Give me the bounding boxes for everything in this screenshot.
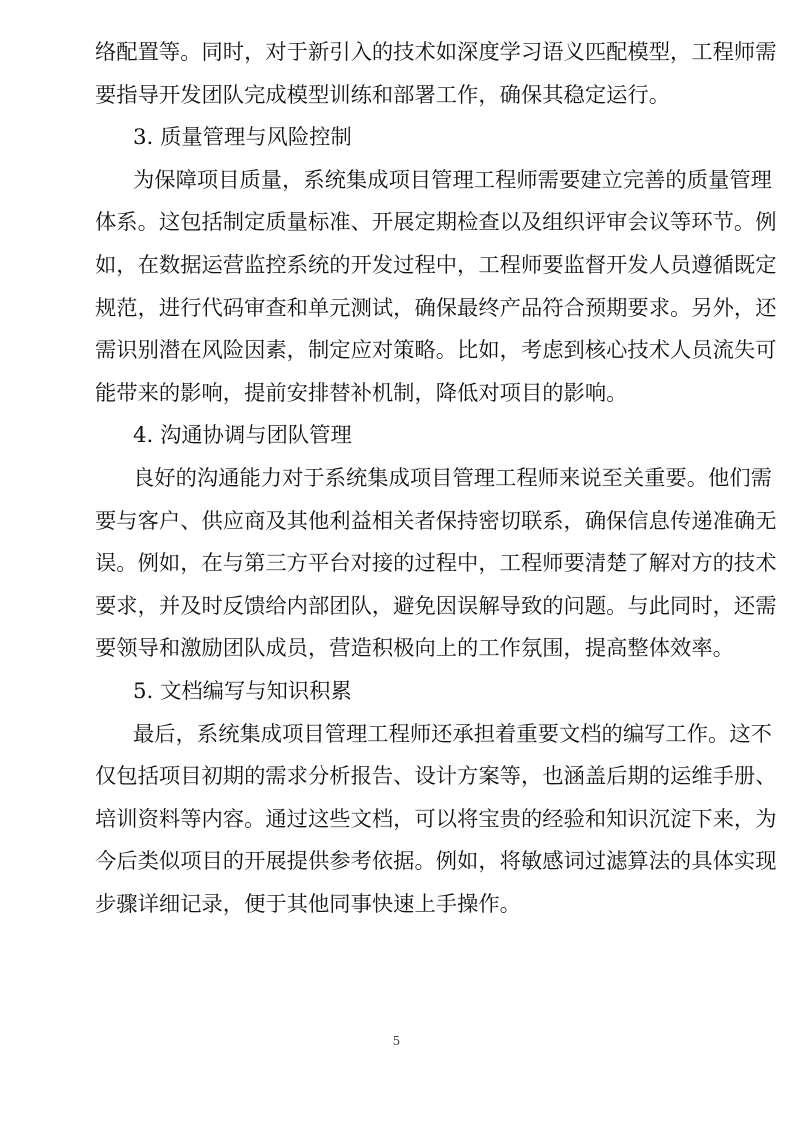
text-line: 需识别潜在风险因素，制定应对策略。比如，考虑到核心技术人员流失可 — [95, 338, 777, 364]
section-heading-quality-risk: 3. 质量管理与风险控制 — [133, 125, 352, 151]
document-page — [95, 32, 777, 926]
page-number: 5 — [392, 1034, 401, 1048]
text-line: 培训资料等内容。通过这些文档，可以将宝贵的经验和知识沉淀下来，为 — [95, 806, 777, 832]
text-line: 规范，进行代码审查和单元测试，确保最终产品符合预期要求。另外，还 — [95, 295, 777, 321]
text-line: 络配置等。同时，对于新引入的技术如深度学习语义匹配模型，工程师需 — [95, 40, 777, 65]
text-line: 为保障项目质量，系统集成项目管理工程师需要建立完善的质量管理 — [133, 167, 772, 193]
text-line: 要求，并及时反馈给内部团队，避免因误解导致的问题。与此同时，还需 — [95, 593, 777, 619]
text-line: 最后，系统集成项目管理工程师还承担着重要文档的编写工作。这不 — [133, 721, 772, 747]
section-heading-documentation: 5. 文档编写与知识积累 — [133, 678, 352, 704]
text-line: 要与客户、供应商及其他利益相关者保持密切联系，确保信息传递准确无 — [95, 508, 777, 534]
text-line: 仅包括项目初期的需求分析报告、设计方案等，也涵盖后期的运维手册、 — [95, 764, 777, 790]
paragraph-communication — [95, 458, 777, 671]
text-line: 体系。这包括制定质量标准、开展定期检查以及组织评审会议等环节。例 — [95, 210, 777, 236]
text-line: 能带来的影响，提前安排替补机制，降低对项目的影响。 — [95, 380, 628, 406]
text-line: 要指导开发团队完成模型训练和部署工作，确保其稳定运行。 — [95, 82, 671, 108]
text-line: 如，在数据运营监控系统的开发过程中，工程师要监督开发人员遵循既定 — [95, 252, 777, 278]
text-line: 今后类似项目的开展提供参考依据。例如，将敏感词过滤算法的具体实现 — [95, 849, 777, 875]
section-heading-communication-team: 4. 沟通协调与团队管理 — [133, 423, 352, 449]
paragraph-continuation — [95, 32, 777, 117]
text-line: 误。例如，在与第三方平台对接的过程中，工程师要清楚了解对方的技术 — [95, 551, 777, 577]
text-line: 要领导和激励团队成员，营造积极向上的工作氛围，提高整体效率。 — [95, 636, 734, 662]
text-line: 良好的沟通能力对于系统集成项目管理工程师来说至关重要。他们需 — [133, 465, 772, 491]
text-line: 步骤详细记录，便于其他同事快速上手操作。 — [95, 891, 521, 917]
paragraph-quality-management — [95, 160, 777, 416]
paragraph-documentation — [95, 714, 777, 927]
